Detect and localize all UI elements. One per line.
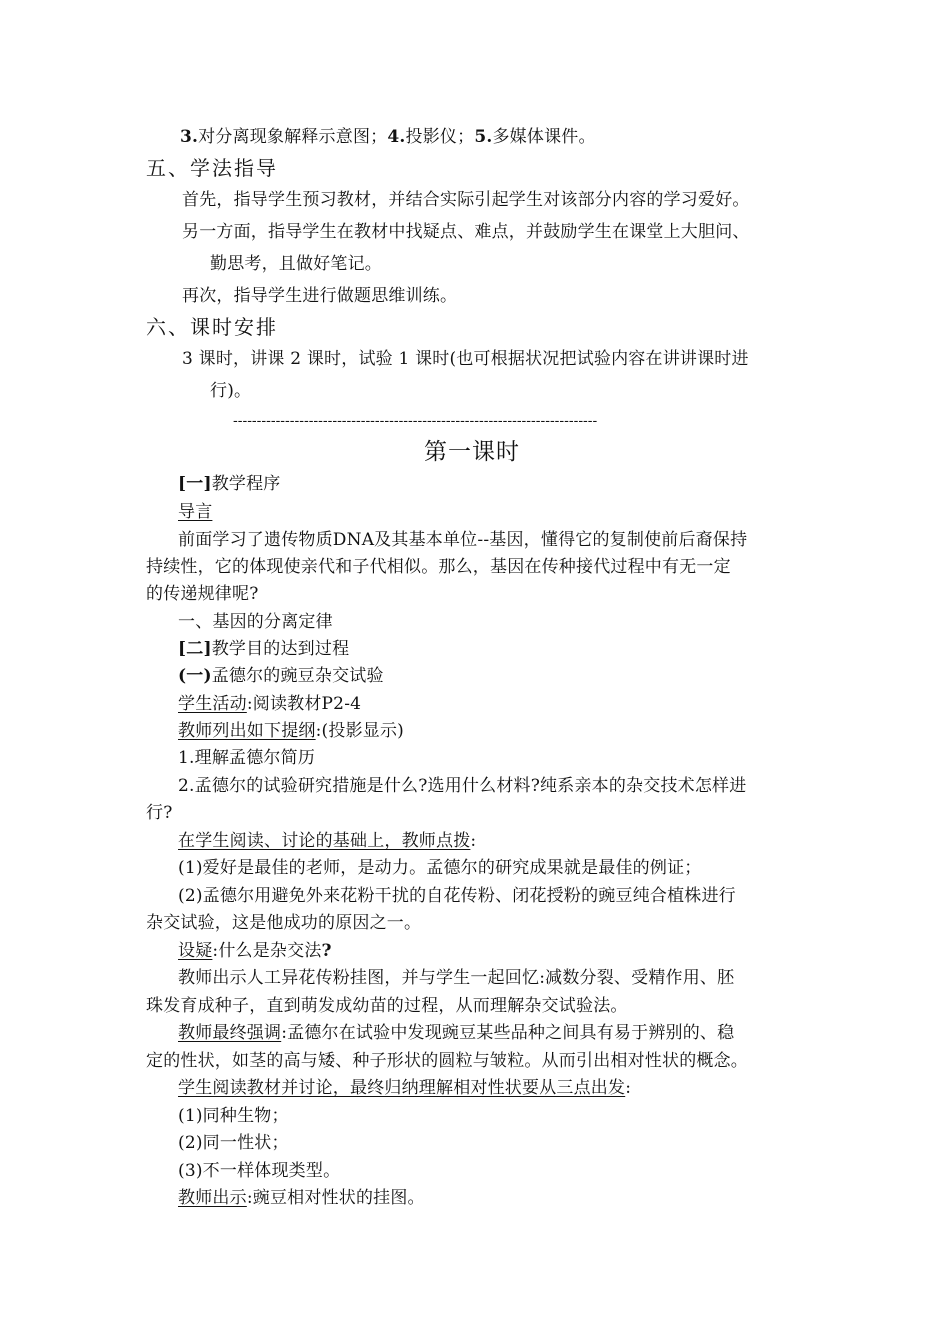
paragraph: 再次，指导学生进行做题思维训练。 bbox=[182, 286, 458, 306]
question-prompt: 设疑:什么是杂交法? bbox=[178, 941, 332, 961]
teacher-show: 教师出示:豌豆相对性状的挂图。 bbox=[178, 1188, 425, 1208]
goal-heading: [二]教学目的达到过程 bbox=[178, 639, 350, 659]
outline-item: 1.理解孟德尔简历 bbox=[178, 748, 316, 768]
section-heading-5: 五、学法指导 bbox=[146, 156, 278, 180]
teacher-demo: 教师出示人工异花传粉挂图，并与学生一起回忆:减数分裂、受精作用、胚 bbox=[178, 968, 735, 988]
intro-text: 前面学习了遗传物质DNA及其基本单位--基因，懂得它的复制使前后裔保持 bbox=[178, 530, 748, 550]
guidance-item-continuation: 杂交试验，这是他成功的原因之一。 bbox=[146, 913, 422, 933]
outline-item-continuation: 行? bbox=[146, 803, 173, 823]
student-activity: 学生活动:阅读教材P2-4 bbox=[178, 694, 362, 714]
teacher-guidance: 在学生阅读、讨论的基础上，教师点拨: bbox=[178, 831, 477, 851]
paragraph: 首先，指导学生预习教材，并结合实际引起学生对该部分内容的学习爱好。 bbox=[182, 190, 750, 210]
section-heading-6: 六、课时安排 bbox=[146, 315, 278, 339]
paragraph: 另一方面，指导学生在教材中找疑点、难点，并鼓励学生在课堂上大胆问、 bbox=[182, 222, 750, 242]
experiment-heading: (一)孟德尔的豌豆杂交试验 bbox=[178, 666, 384, 686]
teacher-demo-continuation: 珠发育成种子，直到萌发成幼苗的过程，从而理解杂交试验法。 bbox=[146, 996, 628, 1016]
procedure-heading: [一]教学程序 bbox=[178, 474, 281, 494]
intro-text: 持续性，它的体现使亲代和子代相似。那么，基因在传种接代过程中有无一定 bbox=[146, 557, 731, 577]
item-number: 3. bbox=[180, 127, 199, 147]
material-item: 对分离现象解释示意图； bbox=[198, 127, 388, 147]
materials-line bbox=[180, 125, 596, 149]
student-discussion: 学生阅读教材并讨论，最终归纳理解相对性状要从三点出发: bbox=[178, 1078, 632, 1098]
point-item: (3)不一样体现类型。 bbox=[178, 1161, 341, 1181]
paragraph-continuation: 勤思考，且做好笔记。 bbox=[210, 254, 382, 274]
paragraph-continuation: 行)。 bbox=[210, 381, 252, 401]
material-item: 多媒体课件。 bbox=[492, 127, 596, 147]
point-item: (1)同种生物； bbox=[178, 1106, 289, 1126]
item-number: 4. bbox=[387, 127, 406, 147]
divider-line: ----------------------------------------------------------------------------- bbox=[233, 413, 598, 429]
teacher-outline: 教师列出如下提纲:(投影显示) bbox=[178, 721, 405, 741]
teacher-emphasis-continuation: 定的性状，如茎的高与矮、种子形状的圆粒与皱粒。从而引出相对性状的概念。 bbox=[146, 1051, 748, 1071]
outline-item: 2.孟德尔的试验研究措施是什么?选用什么材料?纯系亲本的杂交技术怎样进 bbox=[178, 776, 747, 796]
intro-text: 的传递规律呢? bbox=[146, 584, 259, 604]
material-item: 投影仪； bbox=[405, 127, 475, 147]
teacher-emphasis: 教师最终强调:孟德尔在试验中发现豌豆某些品种之间具有易于辨别的、稳 bbox=[178, 1023, 735, 1043]
guidance-item: (2)孟德尔用避免外来花粉干扰的自花传粉、闭花授粉的豌豆纯合植株进行 bbox=[178, 886, 736, 906]
item-number: 5. bbox=[474, 127, 493, 147]
paragraph: 3 课时，讲课 2 课时，试验 1 课时(也可根据状况把试验内容在讲讲课时进 bbox=[182, 349, 749, 369]
guidance-item: (1)爱好是最佳的老师，是动力。孟德尔的研究成果就是最佳的例证； bbox=[178, 858, 702, 878]
law-heading: 一、基因的分离定律 bbox=[178, 612, 333, 632]
point-item: (2)同一性状； bbox=[178, 1133, 289, 1153]
lesson-title: 第一课时 bbox=[424, 439, 520, 465]
intro-label: 导言 bbox=[178, 502, 213, 522]
